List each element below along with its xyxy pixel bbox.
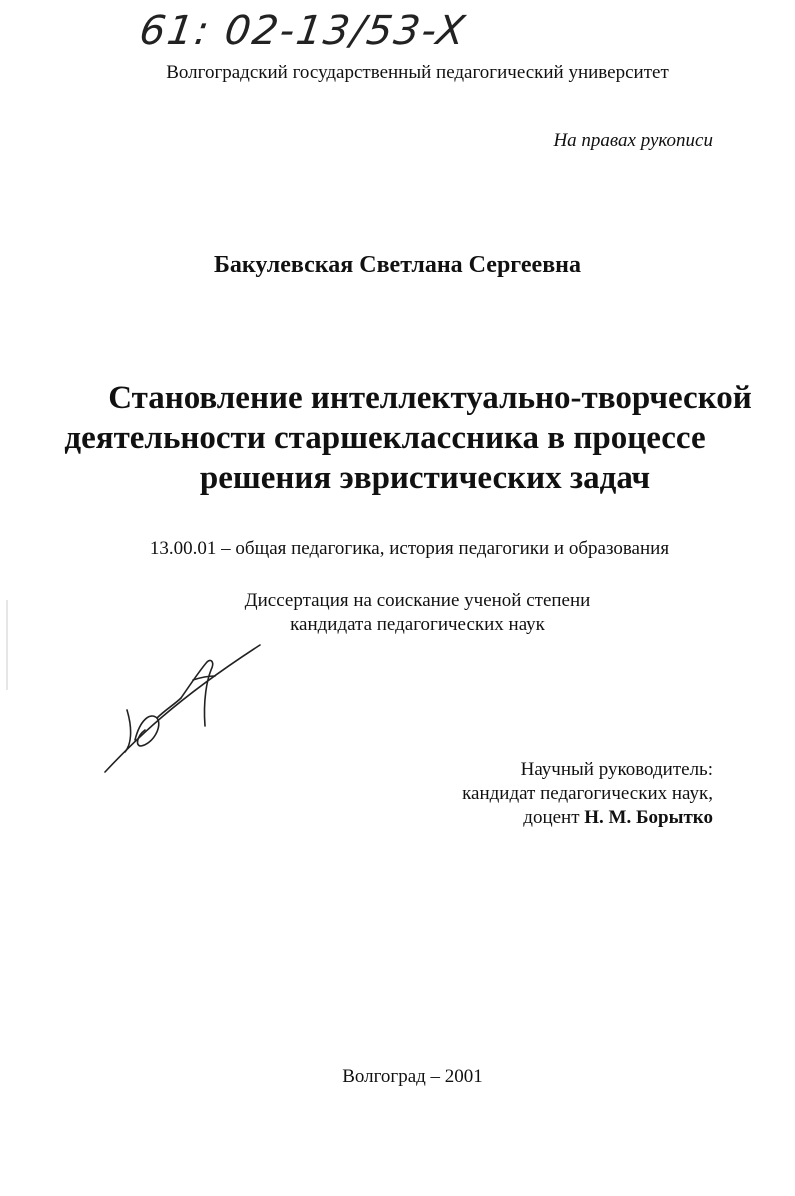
title-line-3: решения эвристических задач (199, 460, 651, 496)
degree-line-2: кандидата педагогических наук (290, 614, 545, 635)
specialty-code: 13.00.01 – общая педагогика, история педагогики и образования (149, 538, 670, 559)
degree-line-1: Диссертация на соискание ученой степени (244, 590, 591, 611)
supervisor-label: Научный руководитель: (520, 759, 713, 780)
manuscript-rights-note: На правах рукописи (553, 130, 713, 151)
city-year: Волгоград – 2001 (342, 1066, 483, 1087)
degree-statement (0, 589, 795, 637)
university-name: Волгоградский государственный педагогический университет (166, 62, 669, 83)
author-name: Бакулевская Светлана Сергеевна (214, 252, 581, 278)
title-line-2: деятельности старшеклассника в процессе (64, 420, 706, 456)
signature-icon (95, 640, 275, 780)
supervisor-position: доцент (523, 807, 585, 828)
archive-code-handwritten: 61: 02-13/53-X (136, 8, 470, 54)
title-line-1: Становление интеллектуально-творческой (108, 380, 752, 416)
supervisor-name: Н. М. Борытко (584, 807, 713, 828)
scan-edge-divider (6, 600, 8, 690)
scientific-supervisor (462, 758, 713, 830)
dissertation-title (60, 378, 760, 498)
supervisor-degree: кандидат педагогических наук, (462, 783, 713, 804)
supervisor-name-line (462, 806, 713, 830)
